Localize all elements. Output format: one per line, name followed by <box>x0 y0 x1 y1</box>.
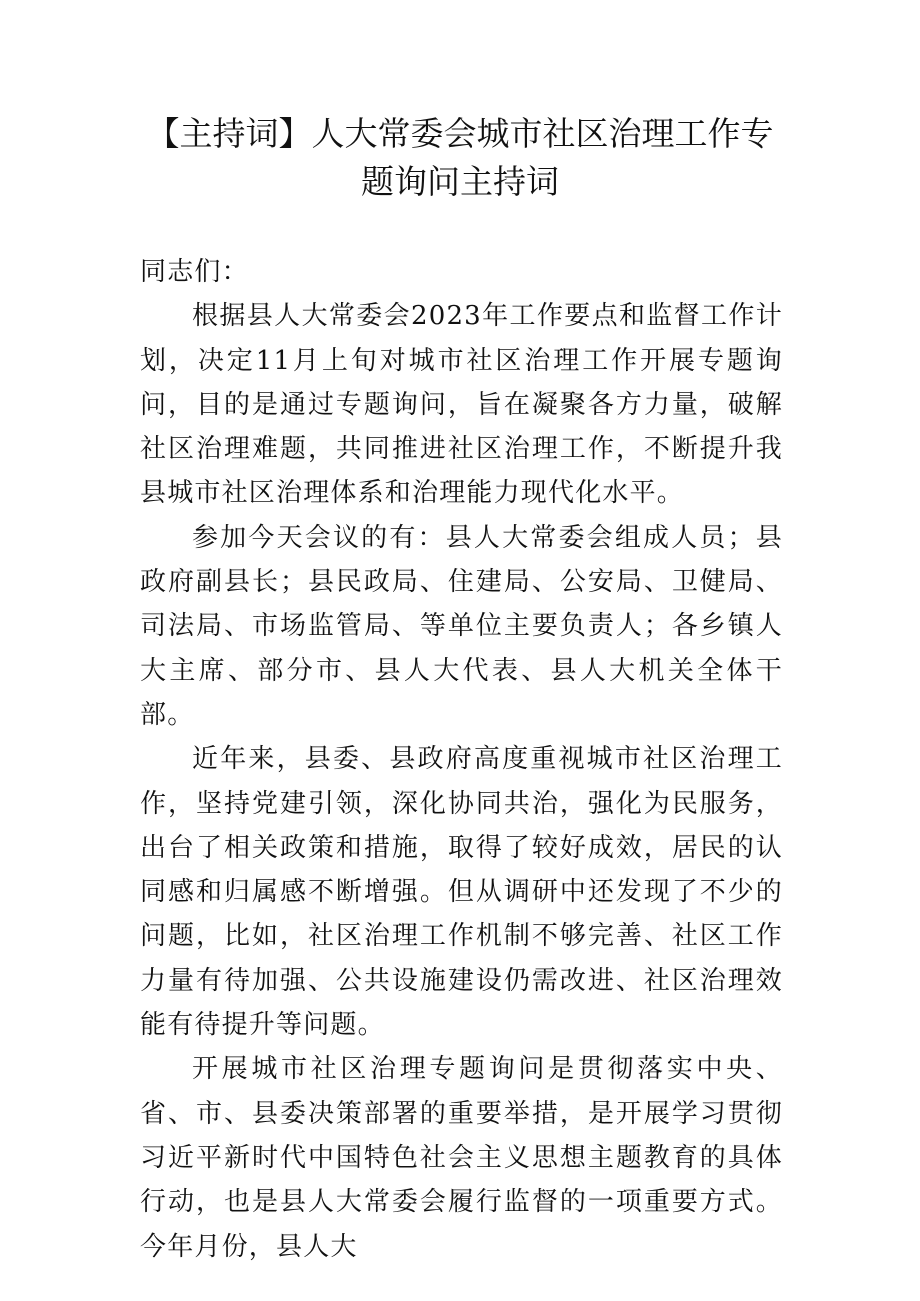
paragraph-2: 参加今天会议的有：县人大常委会组成人员；县政府副县长；县民政局、住建局、公安局、卫健局、司法局、市场监管局、等单位主要负责人；各乡镇人大主席、部分市、县人大代表、县人大机关全体干部。 <box>140 522 783 730</box>
paragraph-1: 根据县人大常委会2023年工作要点和监督工作计划，决定11月上旬对城市社区治理工作开展专题询问，目的是通过专题询问，旨在凝聚各方力量，破解社区治理难题，共同推进社区治理工作，不断提升我县城市社区治理体系和治理能力现代化水平。 <box>140 301 783 509</box>
title-line-1: 【主持词】人大常委会城市社区治理工作专 <box>146 114 774 153</box>
paragraph-4: 开展城市社区治理专题询问是贯彻落实中央、省、市、县委决策部署的重要举措，是开展学习贯彻习近平新时代中国特色社会主义思想主题教育的具体行动，也是县人大常委会履行监督的一项重要方式。今年月份，县人大 <box>140 1054 783 1262</box>
document-title <box>140 110 780 206</box>
title-line-2: 题询问主持词 <box>361 162 559 201</box>
paragraph-3: 近年来，县委、县政府高度重视城市社区治理工作，坚持党建引领，深化协同共治，强化为民服务，出台了相关政策和措施，取得了较好成效，居民的认同感和归属感不断增强。但从调研中还发现了不少的问题，比如，社区治理工作机制不够完善、社区工作力量有待加强、公共设施建设仍需改进、社区治理效能有待提升等问题。 <box>140 744 783 1041</box>
salutation: 同志们： <box>140 257 249 287</box>
document-body <box>140 250 783 1269</box>
